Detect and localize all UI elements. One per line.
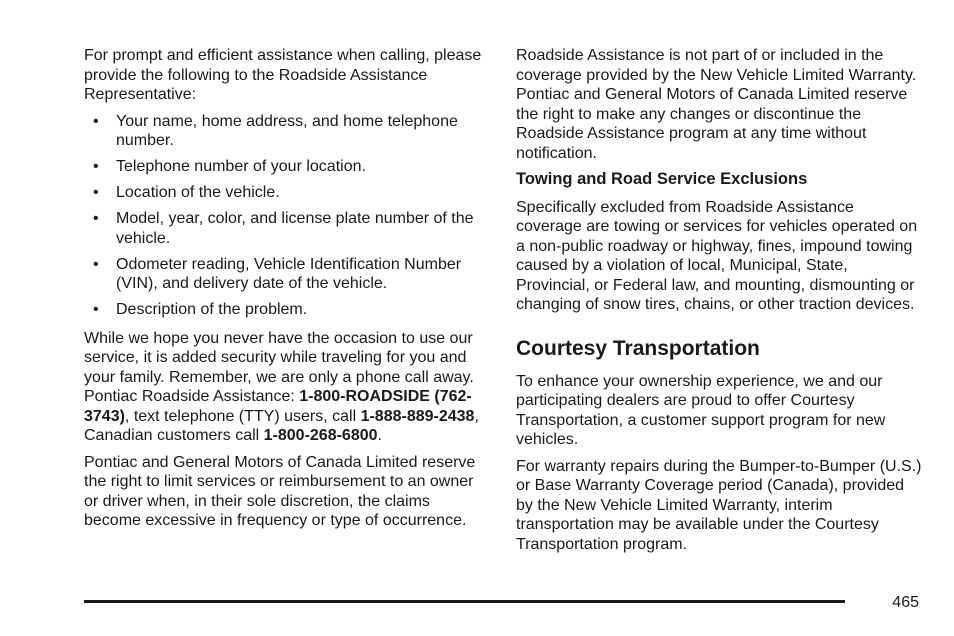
canada-phone-number: 1-800-268-6800 xyxy=(263,427,378,444)
list-item: • Location of the vehicle. xyxy=(93,184,280,201)
reserve-paragraph: Pontiac and General Motors of Canada Limited reserve the right to limit services or reimbursement to an owner or driver when, in their sole discretion, the claims become excessive in frequency or type of occurrence. xyxy=(84,453,476,529)
bullet-icon: • xyxy=(93,112,99,130)
page-number: 465 xyxy=(892,594,919,611)
list-item: • Telephone number of your location. xyxy=(93,158,366,175)
bullet-icon: • xyxy=(93,255,99,273)
list-item: • Description of the problem. xyxy=(93,301,308,318)
tty-phone-number: 1-888-889-2438 xyxy=(360,407,475,425)
courtesy-paragraph-1: To enhance your ownership experience, we and our participating dealers are proud to offer Courtesy Transportation, a customer support program for new vehicles. xyxy=(516,372,886,448)
right-column xyxy=(516,46,922,561)
left-column xyxy=(84,46,490,538)
footer-rule xyxy=(84,600,845,603)
contact-paragraph: While we hope you never have the occasion to use our service, it is added security while traveling for you and your family. Remember, we are only a phone call away. Pontiac Roadside Assistance: 1-800-ROADSIDE (762-3743), text telephone (TTY) users, call 1-888-889-2438, Canadian customers call 1-800-268-6800. xyxy=(84,329,479,444)
bullet-icon: • xyxy=(93,158,99,175)
exclusions-heading: Towing and Road Service Exclusions xyxy=(516,170,808,188)
list-item: • Your name, home address, and home telephone number. xyxy=(93,112,458,149)
roadside-phone-number: 1-800-ROADSIDE (762-3743) xyxy=(84,388,472,425)
list-item: • Odometer reading, Vehicle Identification Number (VIN), and delivery date of the vehicle. xyxy=(93,255,462,292)
courtesy-transportation-title: Courtesy Transportation xyxy=(516,336,760,360)
bullet-icon: • xyxy=(93,301,99,318)
bullet-icon: • xyxy=(93,210,99,227)
courtesy-paragraph-2: For warranty repairs during the Bumper-to-Bumper (U.S.) or Base Warranty Coverage period (Canada), provided by the New Vehicle Limited Warranty, interim transportation may be available under the Courtesy Transportation program. xyxy=(516,457,922,553)
exclusions-paragraph: Specifically excluded from Roadside Assistance coverage are towing or services for vehicles operated on a non-public roadway or highway, fines, impound towing caused by a violation of local, Municipal, State, Provincial, or Federal law, and mounting, dismounting or changing of snow tires, chains, or other traction devices. xyxy=(516,198,918,313)
bullet-icon: • xyxy=(93,184,99,201)
not-part-paragraph: Roadside Assistance is not part of or included in the coverage provided by the New Vehicle Limited Warranty. Pontiac and General Motors of Canada Limited reserve the right to make any changes or discontinue the Roadside Assistance program at any time without notification. xyxy=(516,47,917,162)
intro-paragraph: For prompt and efficient assistance when calling, please provide the following to the Roadside Assistance Representative: xyxy=(84,47,482,103)
info-bullet-list xyxy=(84,112,490,320)
list-item: • Model, year, color, and license plate number of the vehicle. xyxy=(93,210,474,247)
